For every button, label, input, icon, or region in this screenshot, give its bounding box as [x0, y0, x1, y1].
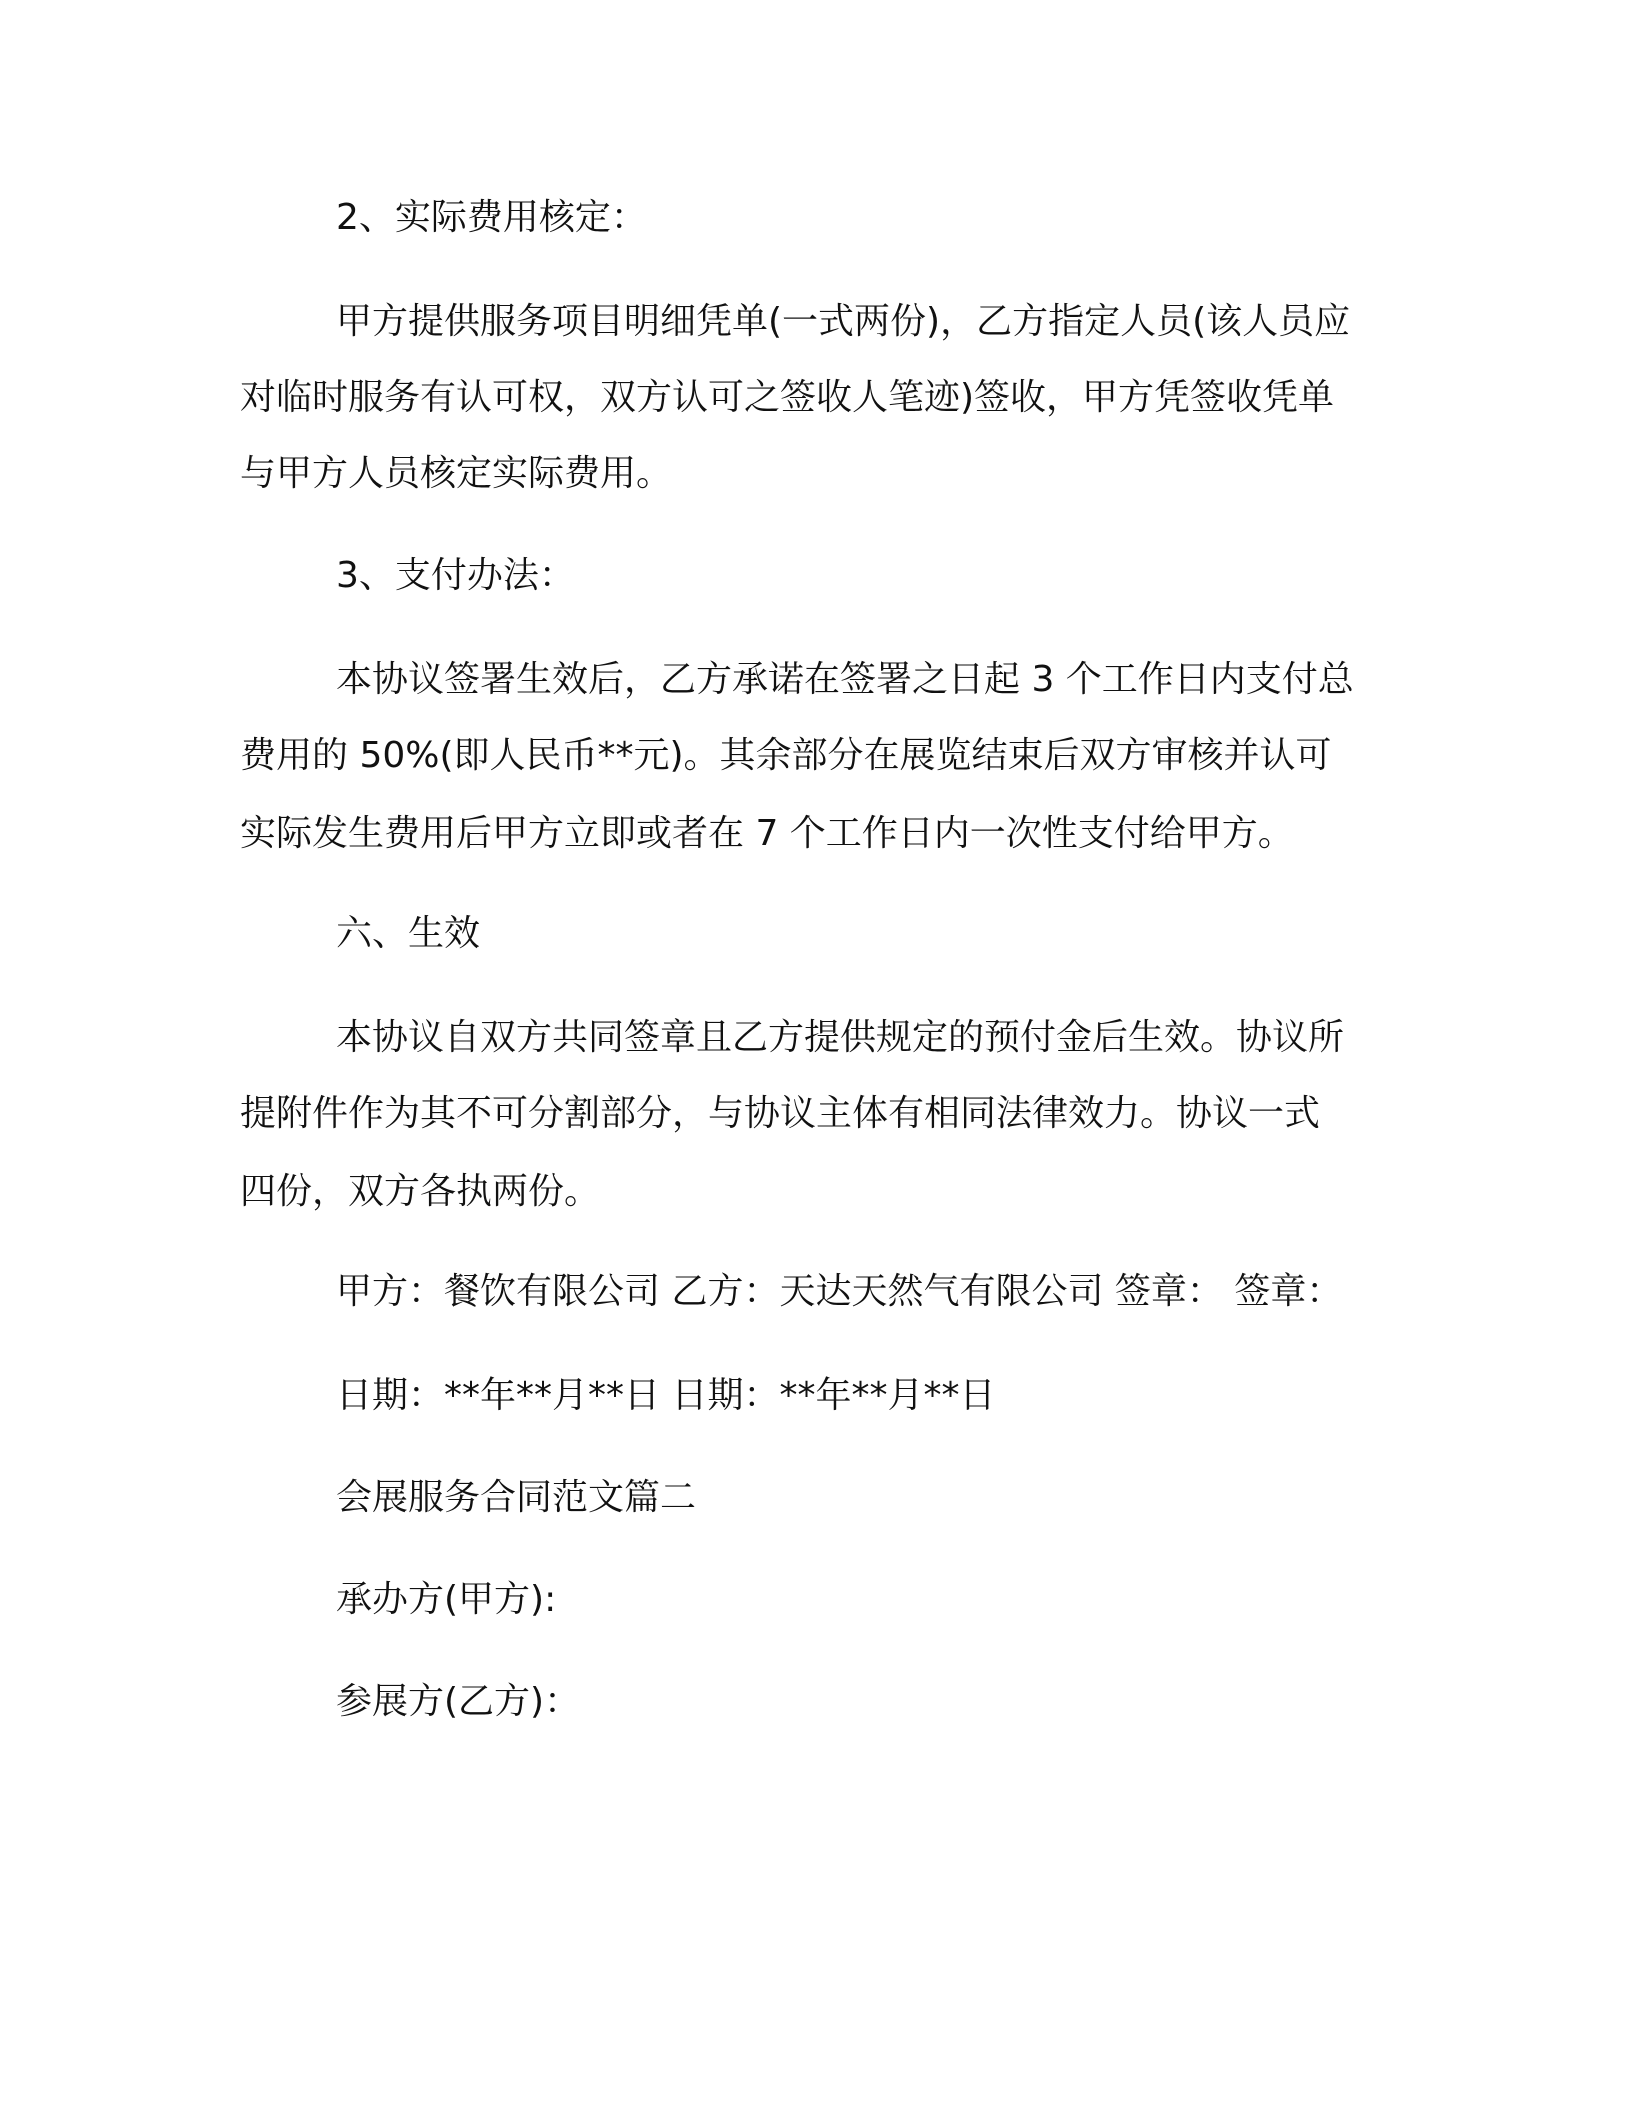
section-heading-actual-cost: 2、实际费用核定： [336, 197, 647, 238]
section-heading-effect: 六、生效 [336, 913, 481, 954]
paragraph-line: 实际发生费用后甲方立即或者在 7 个工作日内一次性支付给甲方。 [240, 813, 1294, 854]
paragraph-line: 与甲方人员核定实际费用。 [240, 453, 673, 494]
paragraph-line: 本协议签署生效后，乙方承诺在签署之日起 3 个工作日内支付总 [336, 659, 1354, 700]
paragraph-line: 甲方提供服务项目明细凭单(一式两份)，乙方指定人员(该人员应 [336, 301, 1351, 342]
party-a-label: 承办方(甲方): [336, 1579, 557, 1620]
paragraph-line: 四份，双方各执两份。 [240, 1171, 601, 1212]
paragraph-line: 提附件作为其不可分割部分，与协议主体有相同法律效力。协议一式 [240, 1093, 1321, 1134]
date-line: 日期：**年**月**日 日期：**年**月**日 [336, 1375, 996, 1416]
paragraph-line: 对临时服务有认可权，双方认可之签收人笔迹)签收，甲方凭签收凭单 [240, 377, 1335, 418]
contract-title: 会展服务合同范文篇二 [336, 1477, 697, 1518]
paragraph-line: 费用的 50%(即人民币**元)。其余部分在展览结束后双方审核并认可 [240, 735, 1332, 776]
party-b-label: 参展方(乙方)： [336, 1681, 581, 1722]
section-heading-payment-method: 3、支付办法： [336, 555, 575, 596]
paragraph-line: 本协议自双方共同签章且乙方提供规定的预付金后生效。协议所 [336, 1017, 1345, 1058]
signature-line: 甲方：餐饮有限公司 乙方：天达天然气有限公司 签章： 签章： [336, 1271, 1343, 1312]
